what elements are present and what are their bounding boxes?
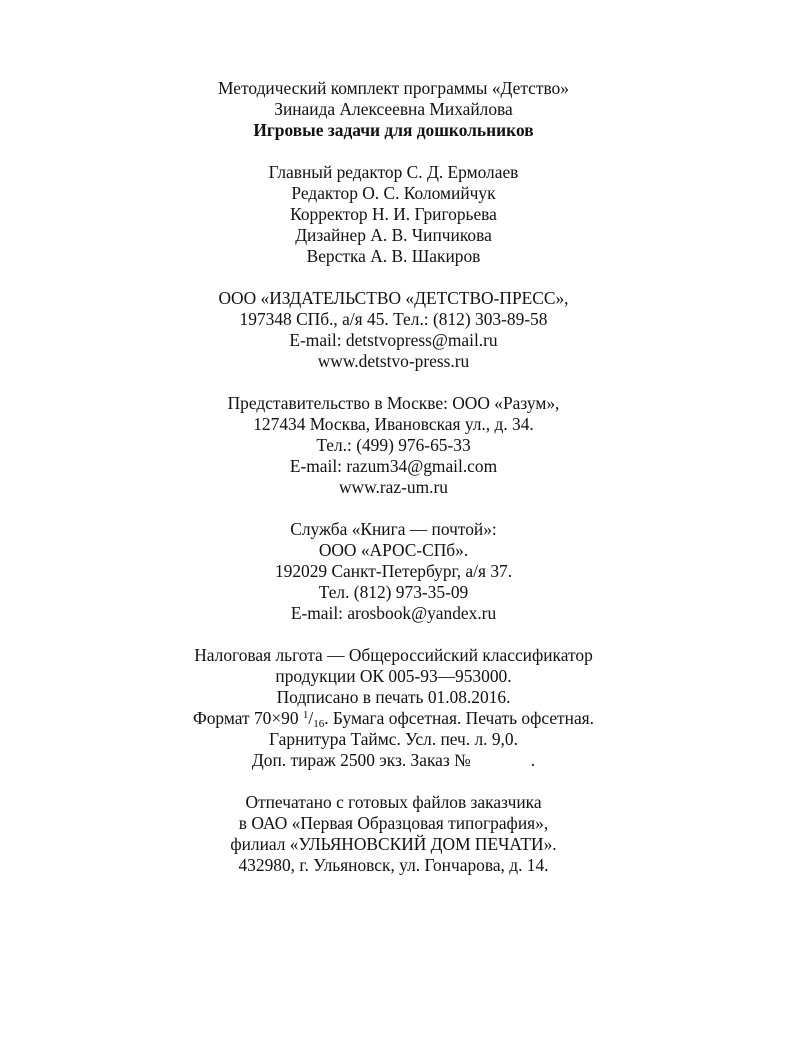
moscow-office-website: www.raz-um.ru [339,477,448,497]
staff-line: Корректор Н. И. Григорьева [290,204,497,224]
tax-line: Налоговая льгота — Общероссийский классификатор [194,645,593,665]
typeface-line: Гарнитура Таймс. Усл. печ. л. 9,0. [269,729,518,749]
staff-line: Редактор О. С. Коломийчук [291,183,496,203]
printer-line: в ОАО «Первая Образцовая типография», [238,813,549,833]
mail-service-company: ООО «АРОС-СПб». [318,540,469,560]
mail-service-block [0,519,787,624]
format-numerator: 1 [302,709,309,721]
signed-line: Подписано в печать 01.08.2016. [276,687,511,707]
moscow-office-address: 127434 Москва, Ивановская ул., д. 34. [253,414,534,434]
publisher-website: www.detstvo-press.ru [317,351,470,371]
mail-service-address: 192029 Санкт-Петербург, а/я 37. [274,561,513,581]
circulation-text: Доп. тираж 2500 экз. Заказ № [251,750,471,770]
publisher-email: E-mail: detstvopress@mail.ru [289,330,498,350]
title-block [0,78,787,141]
author-line: Зинаида Алексеевна Михайлова [274,99,513,119]
format-denominator: 16 [313,718,325,730]
format-slash: / [308,708,314,728]
moscow-office-email: E-mail: razum34@gmail.com [289,456,498,476]
staff-line: Дизайнер А. В. Чипчикова [295,225,492,245]
moscow-office-block [0,393,787,498]
format-prefix: Формат 70×90 [192,708,303,728]
format-suffix: . Бумага офсетная. Печать офсетная. [324,708,595,728]
tax-line: продукции ОК 005-93—953000. [275,666,512,686]
circulation-end: . [530,750,536,770]
moscow-office-phone: Тел.: (499) 976-65-33 [316,435,471,455]
printer-line: Отпечатано с готовых файлов заказчика [245,792,542,812]
printer-line: филиал «УЛЬЯНОВСКИЙ ДОМ ПЕЧАТИ». [230,834,557,854]
staff-block [0,162,787,267]
circulation-line [0,750,787,771]
mail-service-phone: Тел. (812) 973-35-09 [318,582,469,602]
staff-line: Верстка А. В. Шакиров [306,246,481,266]
book-title: Игровые задачи для дошкольников [253,120,534,140]
publisher-name: ООО «ИЗДАТЕЛЬСТВО «ДЕТСТВО-ПРЕСС», [218,288,569,308]
publisher-block [0,288,787,372]
mail-service-email: E-mail: arosbook@yandex.ru [290,603,497,623]
series-line: Методический комплект программы «Детство» [218,78,569,98]
publisher-address: 197348 СПб., а/я 45. Тел.: (812) 303-89-58 [239,309,548,329]
printer-address: 432980, г. Ульяновск, ул. Гончарова, д. 14. [238,855,549,875]
staff-line: Главный редактор С. Д. Ермолаев [268,162,519,182]
format-line [0,708,787,729]
printer-block [0,792,787,876]
mail-service-title: Служба «Книга — почтой»: [290,519,497,539]
moscow-office-name: Представительство в Москве: ООО «Разум», [227,393,560,413]
imprint-page [0,78,787,876]
print-info-block [0,645,787,771]
